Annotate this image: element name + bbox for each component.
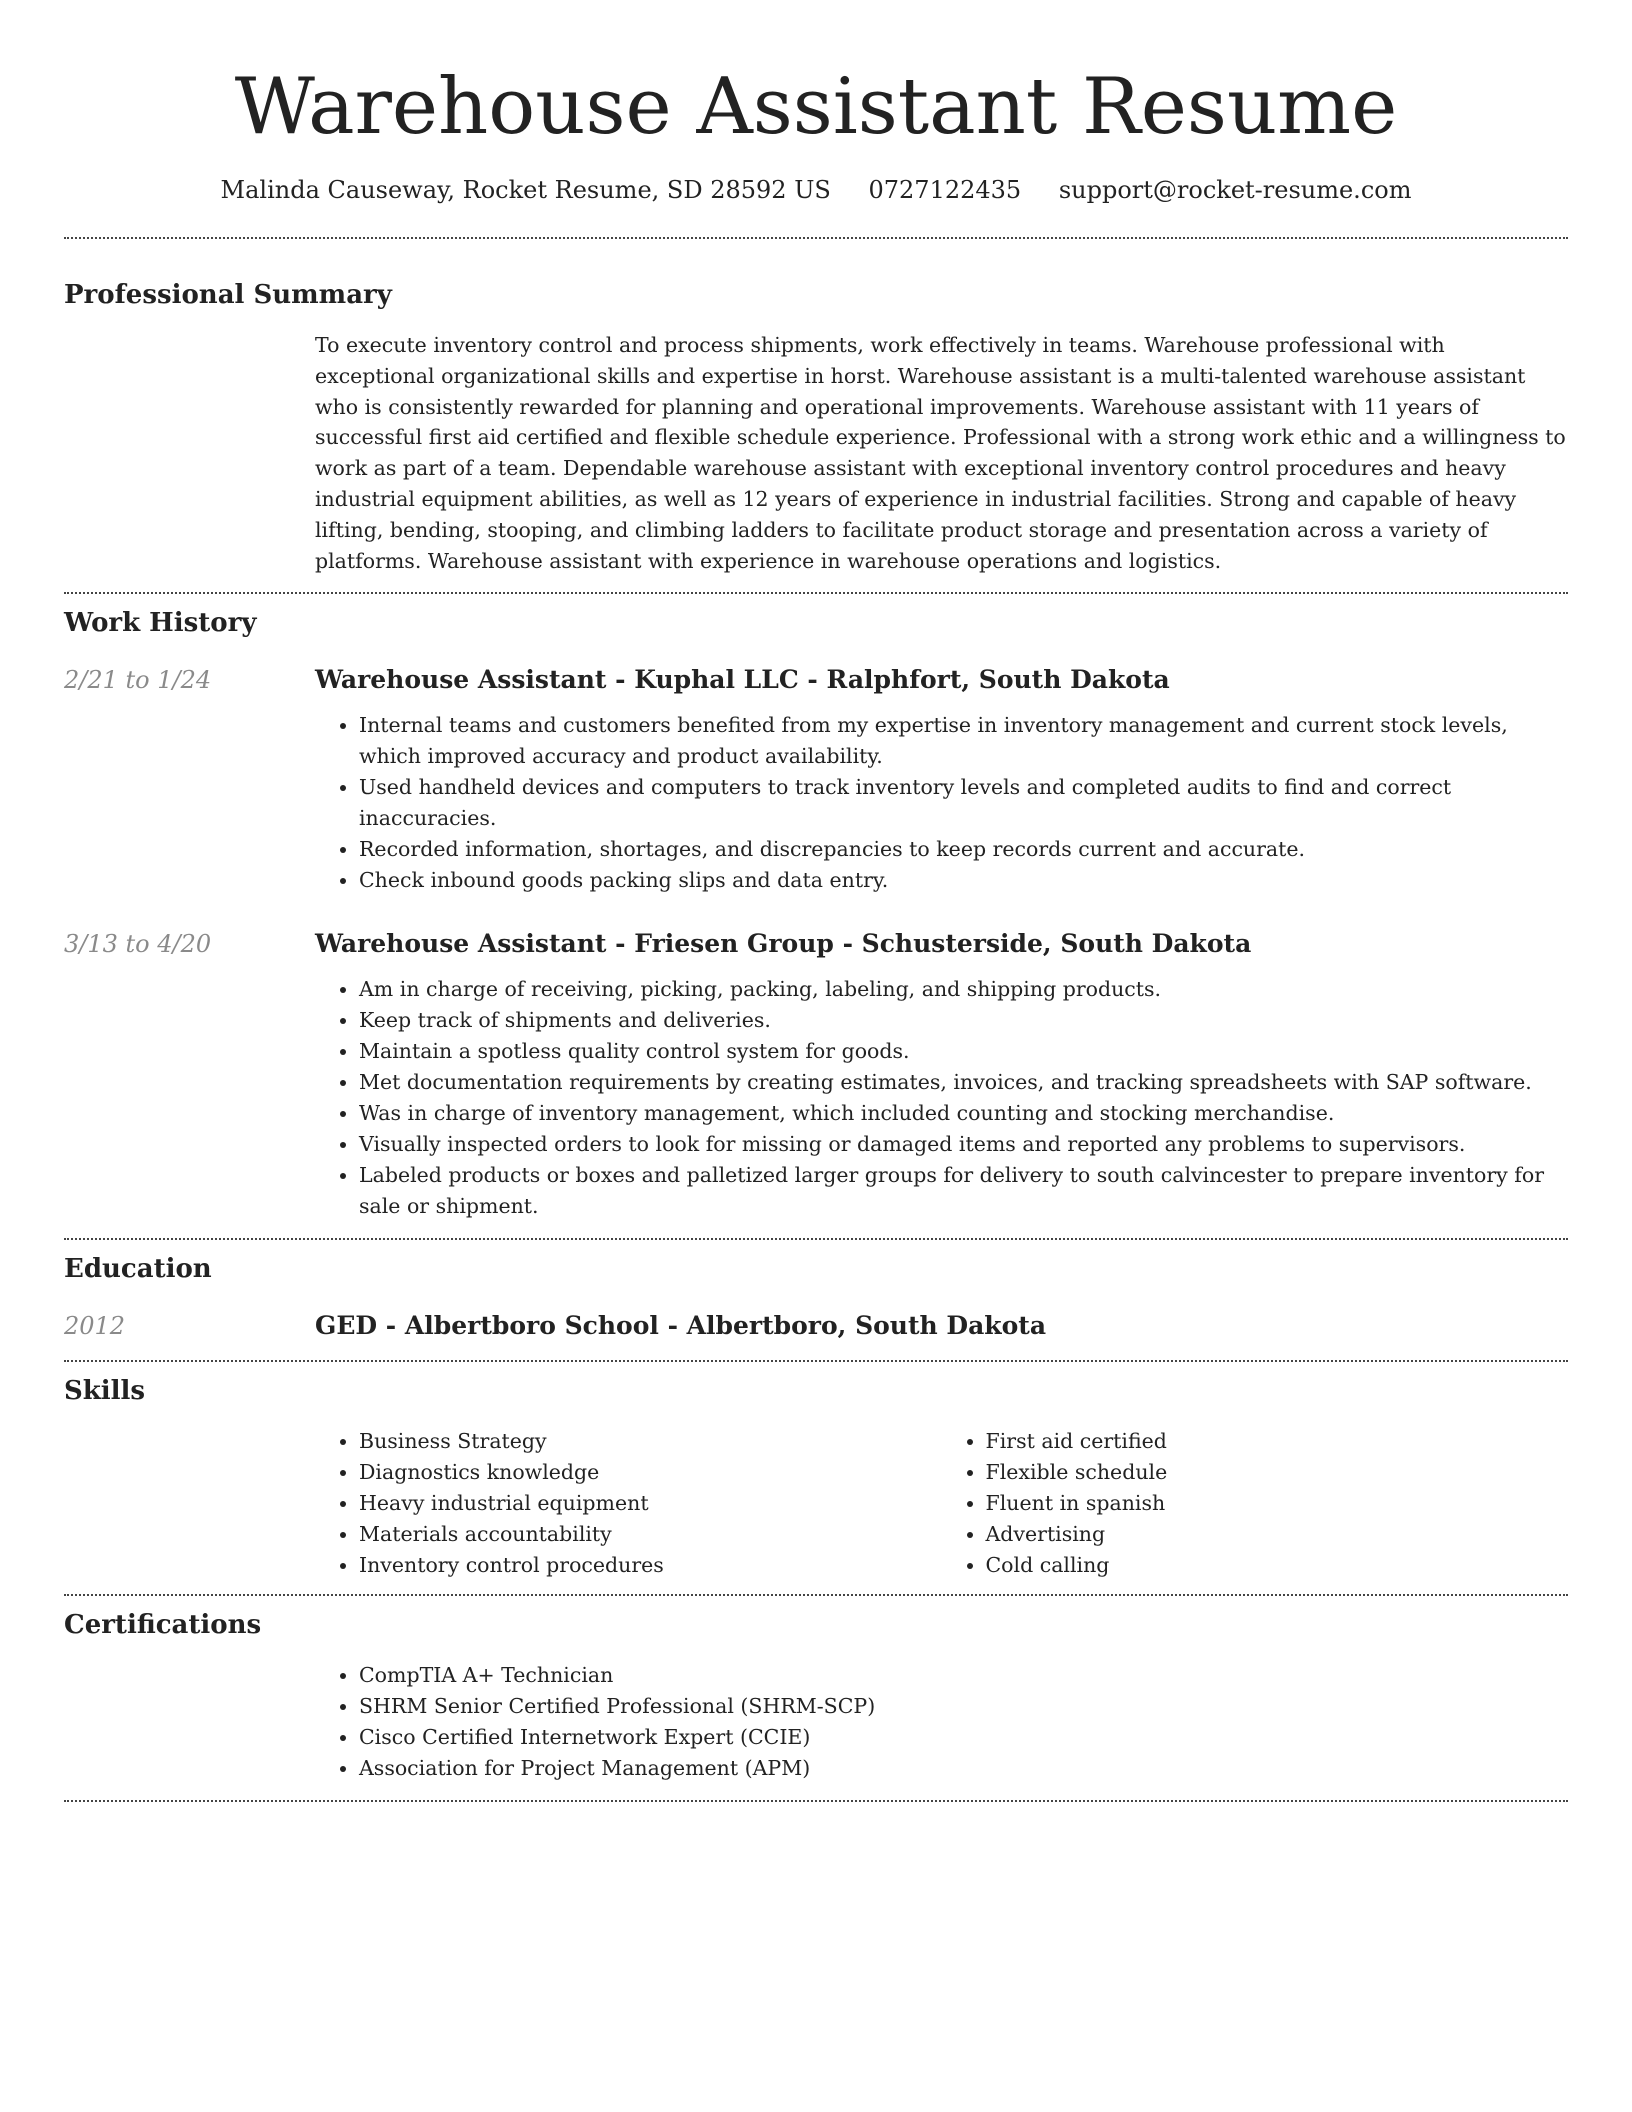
work-history-heading: Work History xyxy=(64,608,257,639)
list-item: • Cisco Certified Internetwork Expert (CCIE) xyxy=(359,1722,1568,1753)
education-date: 2012 xyxy=(64,1312,126,1341)
list-item: • Inventory control procedures xyxy=(359,1550,942,1581)
skills-list-right xyxy=(942,1426,1569,1581)
list-item: • Materials accountability xyxy=(359,1519,942,1550)
list-item: • Labeled products or boxes and palletized larger groups for delivery to south calvincester to prepare inventory for sale or shipment. xyxy=(359,1160,1568,1222)
education-section xyxy=(64,1251,1568,1344)
education-entry xyxy=(64,1308,1568,1344)
list-item: • Keep track of shipments and deliveries. xyxy=(359,1005,1568,1036)
job-date: 3/13 to 4/20 xyxy=(64,930,212,959)
list-item: • Business Strategy xyxy=(359,1426,942,1457)
contact-phone: 0727122435 xyxy=(868,176,1022,204)
job-date: 2/21 to 1/24 xyxy=(64,666,212,695)
job-title: Warehouse Assistant - Kuphal LLC - Ralphfort, South Dakota xyxy=(315,665,1170,695)
list-item: • Met documentation requirements by creating estimates, invoices, and tracking spreadsheets with SAP software. xyxy=(359,1067,1568,1098)
job-bullets xyxy=(315,710,1568,896)
job-bullets xyxy=(315,974,1568,1222)
divider xyxy=(64,1238,1568,1240)
list-item: • CompTIA A+ Technician xyxy=(359,1660,1568,1691)
summary-heading: Professional Summary xyxy=(64,280,392,310)
list-item: • First aid certified xyxy=(986,1426,1569,1457)
certifications-heading: Certifications xyxy=(64,1610,262,1641)
divider xyxy=(64,1800,1568,1802)
resume-page xyxy=(64,0,1568,1802)
resume-title: Warehouse Assistant Resume xyxy=(234,62,1398,152)
list-item: • Visually inspected orders to look for missing or damaged items and reported any problems to supervisors. xyxy=(359,1129,1568,1160)
skills-heading: Skills xyxy=(64,1376,146,1407)
divider xyxy=(64,1360,1568,1362)
summary-section xyxy=(64,277,1568,576)
job-entry xyxy=(64,926,1568,1222)
list-item: • Maintain a spotless quality control system for goods. xyxy=(359,1036,1568,1067)
list-item: • SHRM Senior Certified Professional (SHRM-SCP) xyxy=(359,1691,1568,1722)
list-item: • Flexible schedule xyxy=(986,1457,1569,1488)
contact-email: support@rocket-resume.com xyxy=(1058,176,1412,204)
job-entry xyxy=(64,662,1568,896)
work-history-section xyxy=(64,605,1568,1222)
certifications-section xyxy=(64,1607,1568,1784)
skills-section xyxy=(64,1373,1568,1581)
list-item: • Recorded information, shortages, and discrepancies to keep records current and accurate. xyxy=(359,834,1568,865)
skills-list-left xyxy=(315,1426,942,1581)
divider xyxy=(64,237,1568,239)
certifications-list xyxy=(315,1660,1568,1784)
list-item: • Advertising xyxy=(986,1519,1569,1550)
summary-text: To execute inventory control and process shipments, work effectively in teams. Warehouse professional with exceptional organizational skills and expertise in horst. Warehouse assistant is a multi-talented warehouse assistant who is consistently rewarded for planning and operational improvements. Warehouse assistant with 11 years of successful first aid certified and flexible schedule experience. Professional with a strong work ethic and a willingness to work as part of a team. Dependable warehouse assistant with exceptional inventory control procedures and heavy industrial equipment abilities, as well as 12 years of experience in industrial facilities. Strong and capable of heavy lifting, bending, stooping, and climbing ladders to facilitate product storage and presentation across a variety of platforms. Warehouse assistant with experience in warehouse operations and logistics. xyxy=(315,333,1566,573)
contact-address: Malinda Causeway, Rocket Resume, SD 28592 US xyxy=(220,176,831,204)
list-item: • Association for Project Management (APM) xyxy=(359,1753,1568,1784)
education-title: GED - Albertboro School - Albertboro, South Dakota xyxy=(315,1311,1047,1341)
contact-info xyxy=(64,170,1568,210)
list-item: • Check inbound goods packing slips and data entry. xyxy=(359,865,1568,896)
education-heading: Education xyxy=(64,1254,212,1285)
list-item: • Diagnostics knowledge xyxy=(359,1457,942,1488)
divider xyxy=(64,592,1568,594)
list-item: • Heavy industrial equipment xyxy=(359,1488,942,1519)
list-item: • Was in charge of inventory management, which included counting and stocking merchandise. xyxy=(359,1098,1568,1129)
list-item: • Internal teams and customers benefited from my expertise in inventory management and current stock levels, which improved accuracy and product availability. xyxy=(359,710,1568,772)
list-item: • Cold calling xyxy=(986,1550,1569,1581)
list-item: • Fluent in spanish xyxy=(986,1488,1569,1519)
list-item: • Am in charge of receiving, picking, packing, labeling, and shipping products. xyxy=(359,974,1568,1005)
divider xyxy=(64,1594,1568,1596)
list-item: • Used handheld devices and computers to track inventory levels and completed audits to find and correct inaccuracies. xyxy=(359,772,1568,834)
job-title: Warehouse Assistant - Friesen Group - Schusterside, South Dakota xyxy=(315,929,1252,959)
